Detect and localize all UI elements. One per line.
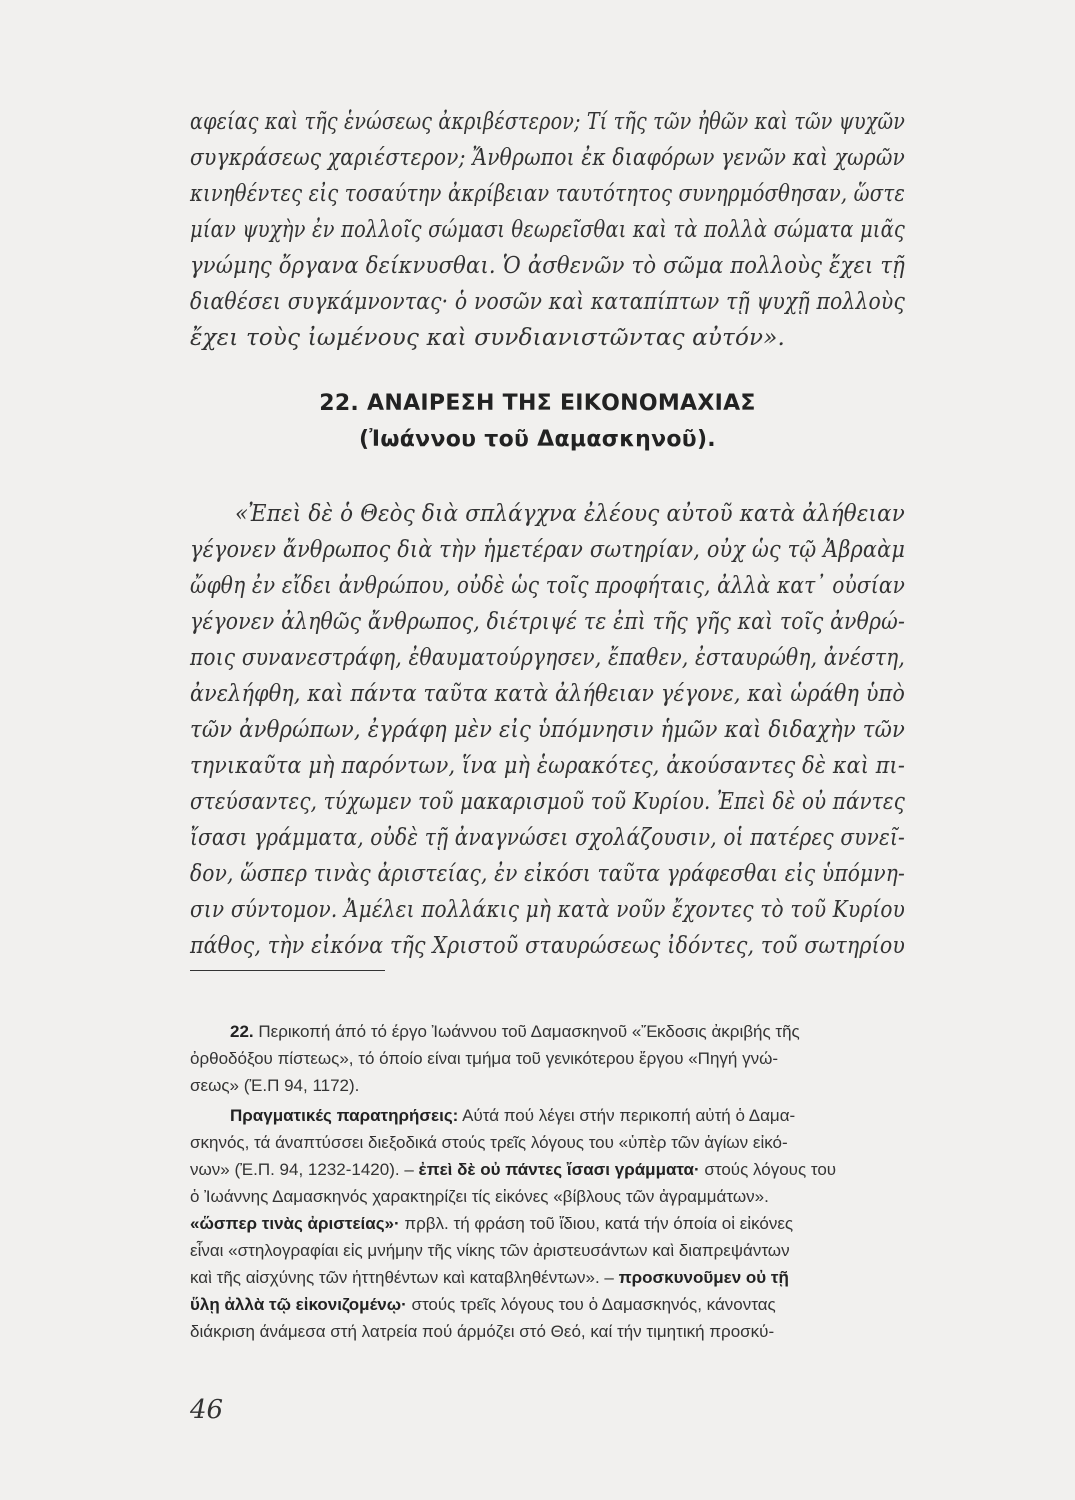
- text-line: μίαν ψυχὴν ἐν πολλοῖς σώμασι θεωρεῖσθαι καὶ τὰ πολλὰ σώματα μιᾶς: [190, 217, 905, 243]
- text-line: ἔχει τοὺς ἰωμένους καὶ συνδιανιστῶντας αὐτόν».: [190, 325, 786, 351]
- page-number: 46: [190, 1395, 224, 1425]
- footnote-number: 22.: [230, 1022, 254, 1041]
- footnote-line: καὶ τῆς αἰσχύνης τῶν ἡττηθέντων καὶ καταβληθέντων». – προσκυνοῦμεν οὐ τῇ: [190, 1268, 789, 1287]
- quoted-phrase: ἐπεὶ δὲ οὐ πάντες ἴσασι γράμματα·: [418, 1160, 700, 1179]
- footnote-line: ὕλῃ ἀλλὰ τῷ εἰκονιζομένῳ· στούς τρεῖς λόγους του ὁ Δαμασκηνός, κάνοντας: [190, 1295, 776, 1314]
- text-line: στεύσαντες, τύχωμεν τοῦ μακαρισμοῦ τοῦ Κυρίου. Ἐπεὶ δὲ οὐ πάντες: [190, 789, 905, 815]
- footnote-divider: [190, 970, 385, 971]
- footnote-line: Πραγματικές παρατηρήσεις: Αύτά πού λέγει στήν περικοπή αὐτή ὁ Δαμα-: [230, 1106, 796, 1125]
- footnote-line: «ὥσπερ τινὰς ἀριστείας»· πρβλ. τή φράση τοῦ ἴδιου, κατά τήν όποία οἱ εἰκόνες: [190, 1214, 794, 1233]
- footnote-line: εἶναι «στηλογραφίαι εἰς μνήμην τῆς νίκης τῶν ἀριστευσάντων καὶ διαπρεψάντων: [190, 1241, 790, 1260]
- text-line: αφείας καὶ τῆς ἑνώσεως ἀκριβέστερον; Τί τῆς τῶν ἠθῶν καὶ τῶν ψυχῶν: [190, 109, 905, 135]
- text-line: ὤφθη ἐν εἴδει ἀνθρώπου, οὐδὲ ὡς τοῖς προφήταις, ἀλλὰ κατ᾿ οὐσίαν: [190, 573, 905, 599]
- footnote-line: νων» (Ἐ.Π. 94, 1232-1420). – ἐπεὶ δὲ οὐ πάντες ἴσασι γράμματα· στούς λόγους του: [190, 1160, 837, 1179]
- text-line: γνώμης ὄργανα δείκνυσθαι. Ὁ ἀσθενῶν τὸ σῶμα πολλοὺς ἔχει τῇ: [190, 253, 905, 279]
- text-line: τηνικαῦτα μὴ παρόντων, ἵνα μὴ ἑωρακότες, ἀκούσαντες δὲ καὶ πι-: [190, 753, 905, 779]
- text-line: ἴσασι γράμματα, οὐδὲ τῇ ἀναγνώσει σχολάζουσιν, οἱ πατέρες συνεῖ-: [190, 825, 905, 851]
- footnote-line: ὁ Ἰωάννης Δαμασκηνός χαρακτηρίζει τίς εἰκόνες «βίβλους τῶν ἀγραμμάτων».: [190, 1187, 769, 1206]
- text-line: δον, ὥσπερ τινὰς ἀριστείας, ἐν εἰκόσι ταῦτα γράφεσθαι εἰς ὑπόμνη-: [190, 861, 905, 887]
- footnote-line: 22. Περικοπή άπό τό έργο Ἰωάννου τοῦ Δαμασκηνοῦ «Ἔκδοσις ἀκριβής τῆς: [230, 1022, 800, 1041]
- text-line: «Ἐπεὶ δὲ ὁ Θεὸς διὰ σπλάγχνα ἐλέους αὐτοῦ κατὰ ἀλήθειαν: [235, 501, 905, 527]
- footnote-line: σεως» (Ἐ.Π 94, 1172).: [190, 1076, 360, 1095]
- section-subtitle: (Ἰωάννου τοῦ Δαμασκηνοῦ).: [359, 427, 716, 452]
- footnote-line: ὀρθοδόξου πίστεως», τό όποίο είναι τμήμα τοῦ γενικότερου ἔργου «Πηγή γνώ-: [190, 1049, 779, 1068]
- text-line: ἀνελήφθη, καὶ πάντα ταῦτα κατὰ ἀλήθειαν γέγονε, καὶ ὡράθη ὑπὸ: [190, 681, 905, 707]
- remarks-label: Πραγματικές παρατηρήσεις:: [230, 1106, 459, 1125]
- quoted-phrase: προσκυνοῦμεν οὐ τῇ: [618, 1268, 789, 1287]
- text-line: γέγονεν ἀληθῶς ἄνθρωπος, διέτριψέ τε ἐπὶ τῆς γῆς καὶ τοῖς ἀνθρώ-: [190, 609, 905, 635]
- text-line: συγκράσεως χαριέστερον; Ἄνθρωποι ἐκ διαφόρων γενῶν καὶ χωρῶν: [190, 145, 905, 171]
- text-line: ποις συνανεστράφη, ἐθαυματούργησεν, ἔπαθεν, ἐσταυρώθη, ἀνέστη,: [190, 645, 905, 671]
- text-line: κινηθέντες εἰς τοσαύτην ἀκρίβειαν ταυτότητος συνηρμόσθησαν, ὥστε: [190, 181, 905, 207]
- footnote-line: διάκριση άνάμεσα στή λατρεία πού άρμόζει στό Θεό, καί τήν τιμητική προσκύ-: [190, 1322, 775, 1341]
- text-line: διαθέσει συγκάμνοντας· ὁ νοσῶν καὶ καταπίπτων τῇ ψυχῇ πολλοὺς: [190, 289, 905, 315]
- quoted-phrase: ὕλῃ ἀλλὰ τῷ εἰκονιζομένῳ·: [190, 1295, 407, 1314]
- quoted-phrase: «ὥσπερ τινὰς ἀριστείας»·: [190, 1214, 400, 1233]
- footnote-line: σκηνός, τά άναπτύσσει διεξοδικά στούς τρεῖς λόγους του «ὑπὲρ τῶν ἁγίων εἰκό-: [190, 1133, 788, 1152]
- text-line: τῶν ἀνθρώπων, ἐγράφη μὲν εἰς ὑπόμνησιν ἡμῶν καὶ διδαχὴν τῶν: [190, 717, 905, 743]
- text-line: γέγονεν ἄνθρωπος διὰ τὴν ἡμετέραν σωτηρίαν, οὐχ ὡς τῷ Ἀβραὰμ: [190, 537, 905, 563]
- section-title: 22. ΑΝΑΙΡΕΣΗ ΤΗΣ ΕΙΚΟΝΟΜΑΧΙΑΣ: [319, 391, 756, 416]
- text-line: σιν σύντομον. Ἀμέλει πολλάκις μὴ κατὰ νοῦν ἔχοντες τὸ τοῦ Κυρίου: [190, 897, 905, 923]
- text-line: πάθος, τὴν εἰκόνα τῆς Χριστοῦ σταυρώσεως ἰδόντες, τοῦ σωτηρίου: [190, 933, 905, 959]
